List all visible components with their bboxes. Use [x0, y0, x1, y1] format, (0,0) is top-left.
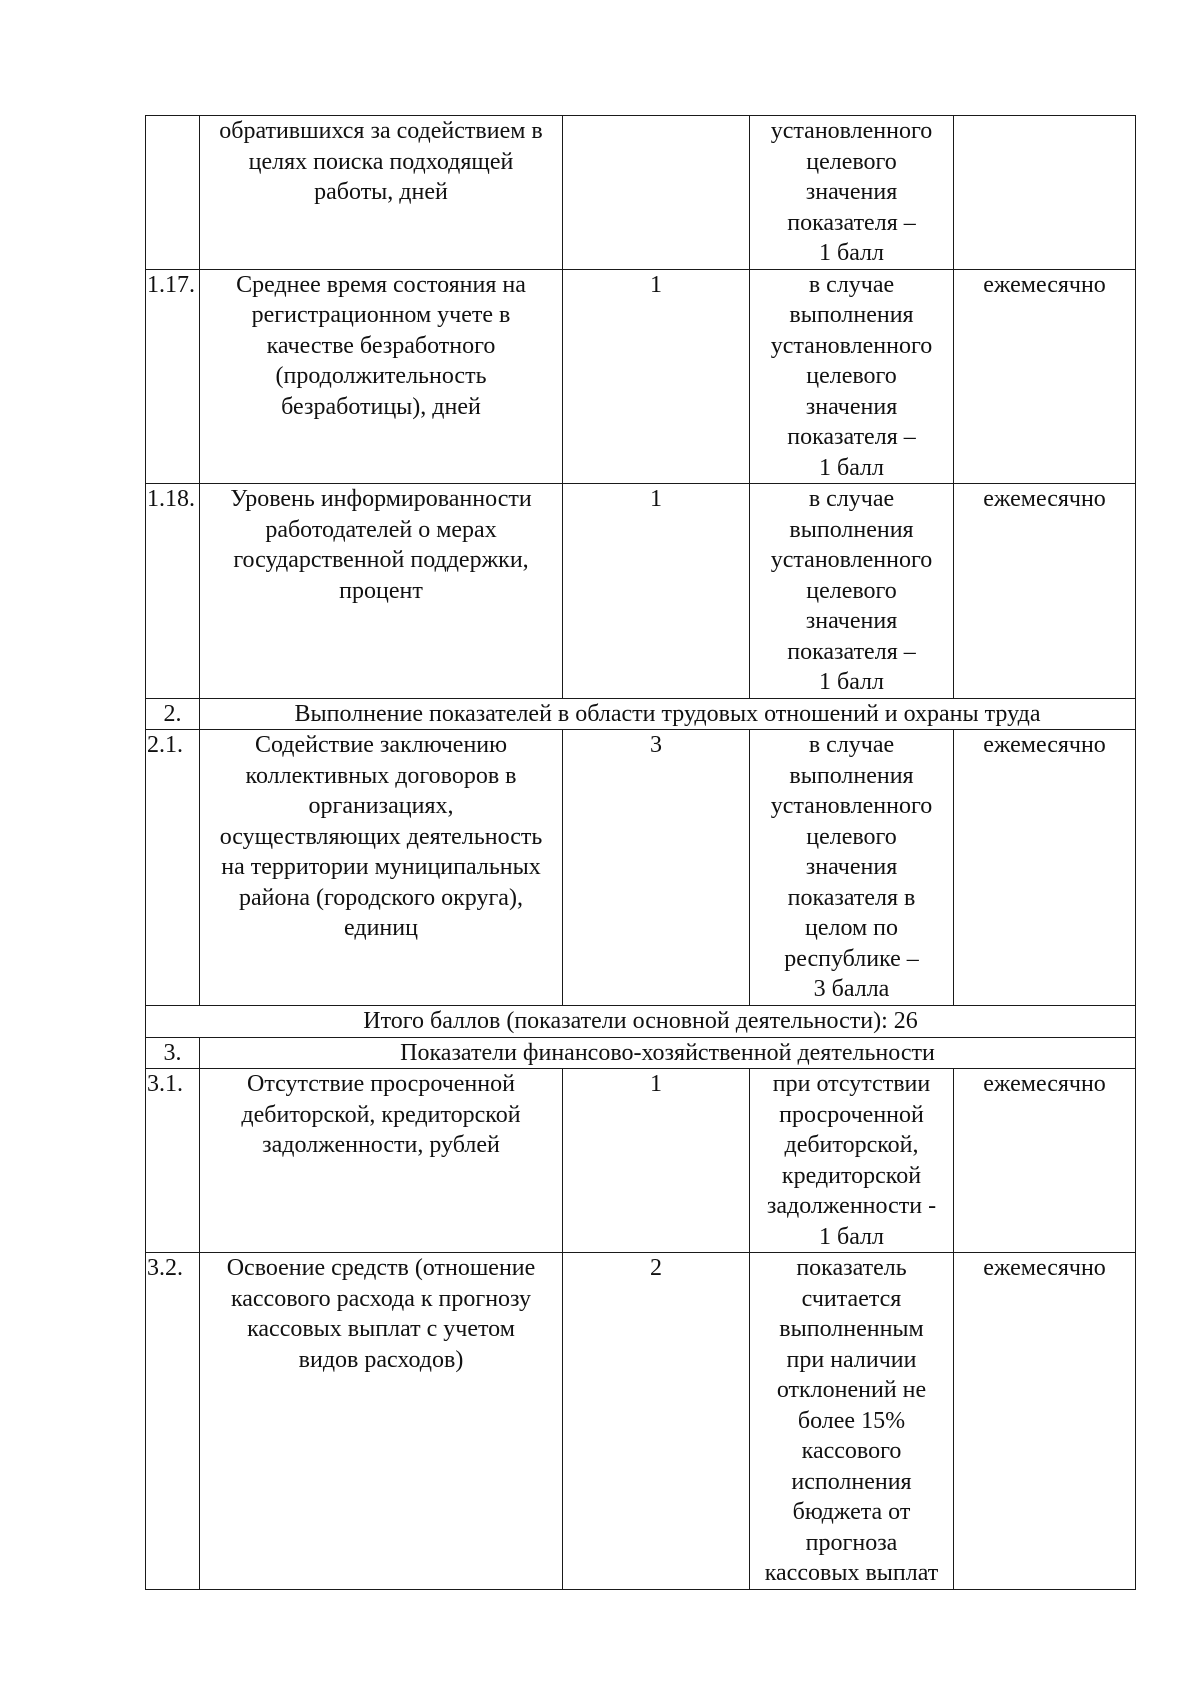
row-number: 3.1. [146, 1069, 200, 1253]
total-row [146, 1006, 1136, 1038]
indicator-points [563, 116, 750, 270]
table-row [146, 1069, 1136, 1253]
indicator-name: Отсутствие просроченной дебиторской, кредиторской задолженности, рублей [200, 1069, 563, 1253]
indicator-period: ежемесячно [954, 269, 1136, 484]
table-row [146, 269, 1136, 484]
indicator-name: обратившихся за содействием в целях поиска подходящей работы, дней [200, 116, 563, 270]
indicators-table [145, 115, 1136, 1590]
indicator-period: ежемесячно [954, 730, 1136, 1006]
indicator-condition: установленного целевого значения показателя – 1 балл [750, 116, 954, 270]
section-number: 3. [146, 1037, 200, 1069]
table-row [146, 1253, 1136, 1590]
indicator-points: 2 [563, 1253, 750, 1590]
indicator-condition: при отсутствии просроченной дебиторской, кредиторской задолженности - 1 балл [750, 1069, 954, 1253]
indicator-period: ежемесячно [954, 484, 1136, 699]
indicator-points: 1 [563, 269, 750, 484]
row-number [146, 116, 200, 270]
row-number: 3.2. [146, 1253, 200, 1590]
indicator-points: 1 [563, 484, 750, 699]
indicator-period: ежемесячно [954, 1253, 1136, 1590]
indicator-condition: в случае выполнения установленного целевого значения показателя – 1 балл [750, 484, 954, 699]
total-points: Итого баллов (показатели основной деятельности): 26 [146, 1006, 1136, 1038]
section-row [146, 1037, 1136, 1069]
section-title: Выполнение показателей в области трудовых отношений и охраны труда [200, 698, 1136, 730]
indicator-period: ежемесячно [954, 1069, 1136, 1253]
indicator-points: 1 [563, 1069, 750, 1253]
table-row [146, 116, 1136, 270]
row-number: 1.18. [146, 484, 200, 699]
indicator-condition: показатель считается выполненным при наличии отклонений не более 15% кассового исполнения бюджета от прогноза кассовых выплат [750, 1253, 954, 1590]
indicator-name: Уровень информированности работодателей о мерах государственной поддержки, процент [200, 484, 563, 699]
section-number: 2. [146, 698, 200, 730]
indicator-name: Содействие заключению коллективных договоров в организациях, осуществляющих деятельность на территории муниципальных района (городского округа), единиц [200, 730, 563, 1006]
row-number: 1.17. [146, 269, 200, 484]
indicator-name: Среднее время состояния на регистрационном учете в качестве безработного (продолжительность безработицы), дней [200, 269, 563, 484]
table-row [146, 484, 1136, 699]
indicator-points: 3 [563, 730, 750, 1006]
indicator-period [954, 116, 1136, 270]
table-row [146, 730, 1136, 1006]
section-row [146, 698, 1136, 730]
indicator-name: Освоение средств (отношение кассового расхода к прогнозу кассовых выплат с учетом видов расходов) [200, 1253, 563, 1590]
section-title: Показатели финансово-хозяйственной деятельности [200, 1037, 1136, 1069]
indicator-condition: в случае выполнения установленного целевого значения показателя – 1 балл [750, 269, 954, 484]
row-number: 2.1. [146, 730, 200, 1006]
indicator-condition: в случае выполнения установленного целевого значения показателя в целом по республике – 3 балла [750, 730, 954, 1006]
